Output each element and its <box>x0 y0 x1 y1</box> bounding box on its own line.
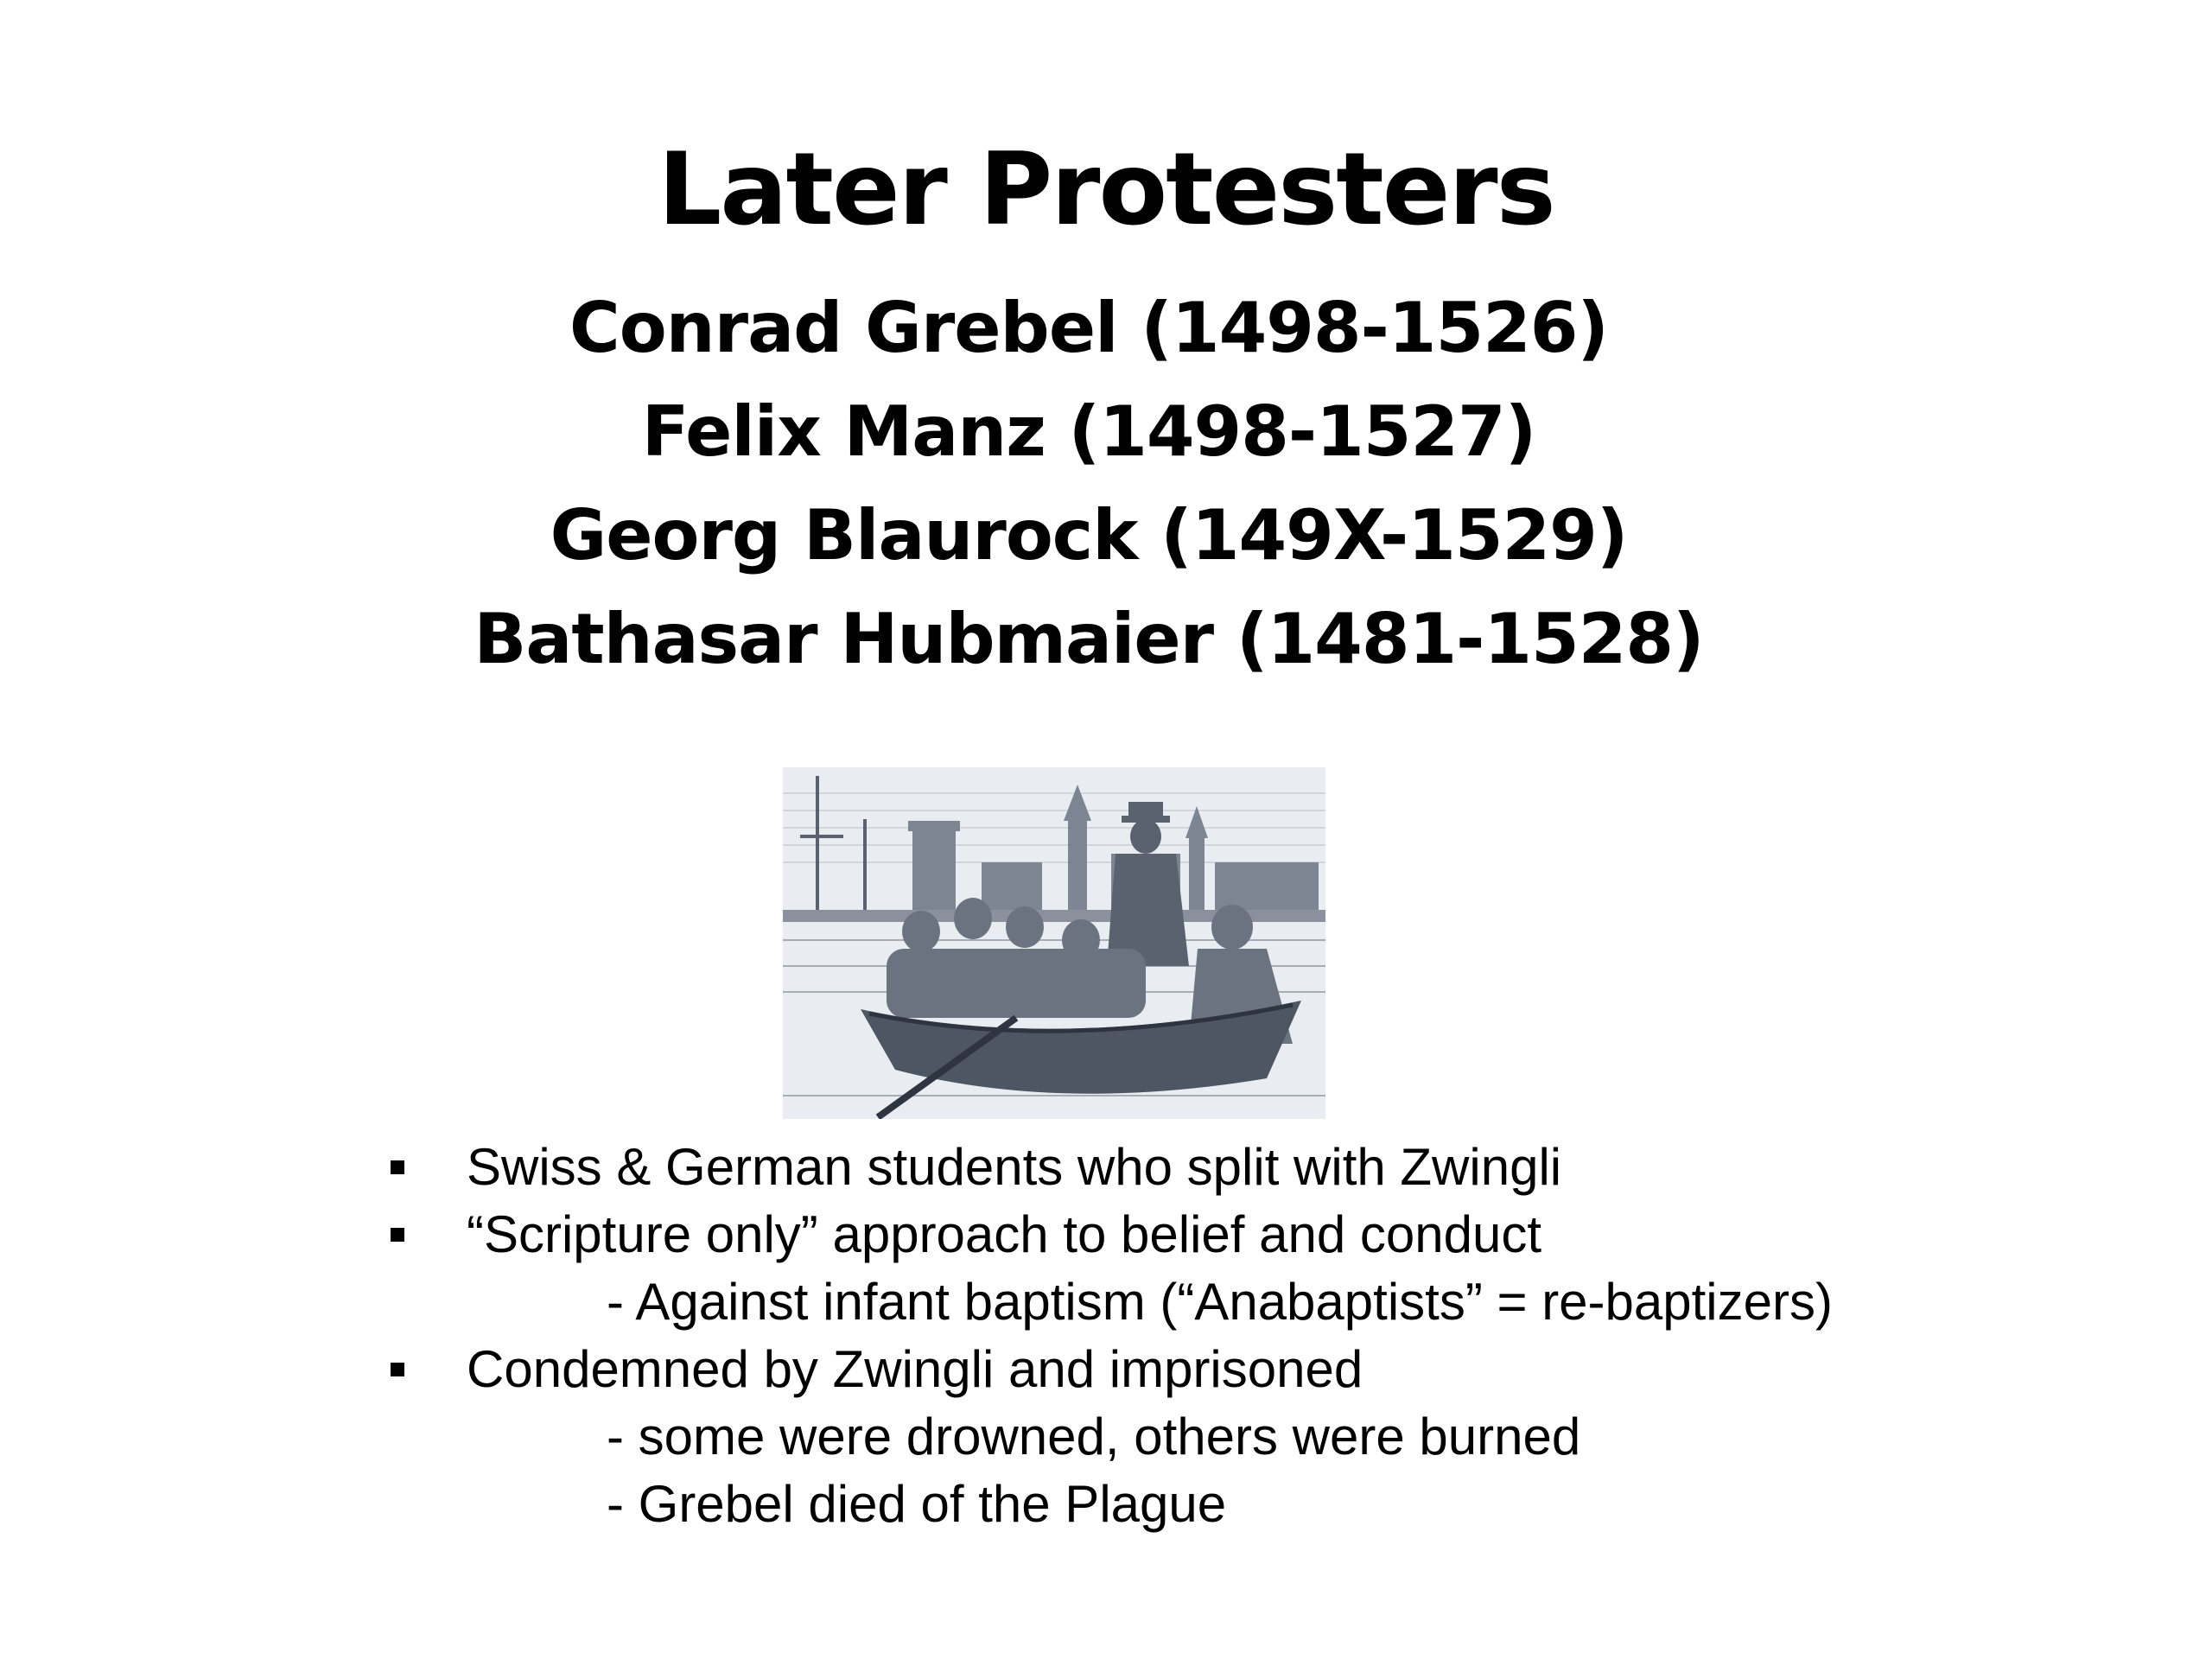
boat-engraving-image <box>783 767 1325 1119</box>
bullet-item <box>380 1134 2108 1201</box>
sub-bullet-text: - Against infant baptism (“Anabaptists” = re-baptizers) <box>607 1273 1833 1331</box>
name-line: Felix Manz (1498-1527) <box>641 391 1536 472</box>
boat-engraving-illustration <box>783 767 1325 1119</box>
square-bullet-icon <box>391 1363 404 1376</box>
sub-bullet-item <box>380 1268 2108 1336</box>
bullet-item <box>380 1336 2108 1403</box>
sub-bullet-text: - Grebel died of the Plague <box>607 1475 1227 1533</box>
bullet-list <box>380 1134 2108 1538</box>
square-bullet-icon <box>391 1228 404 1242</box>
name-line: Georg Blaurock (149X-1529) <box>550 495 1628 575</box>
sub-bullet-text: - some were drowned, others were burned <box>607 1408 1581 1465</box>
name-line: Conrad Grebel (1498-1526) <box>569 288 1608 368</box>
names-list <box>0 276 2177 691</box>
sub-bullet-item <box>380 1403 2108 1471</box>
bullet-item <box>380 1201 2108 1268</box>
name-line: Bathasar Hubmaier (1481-1528) <box>474 599 1704 679</box>
square-bullet-icon <box>391 1160 404 1174</box>
bullet-text: “Scripture only” approach to belief and conduct <box>467 1205 1542 1263</box>
bullet-text: Condemned by Zwingli and imprisoned <box>467 1340 1363 1398</box>
slide-title: Later Protesters <box>658 131 1554 248</box>
sub-bullet-item <box>380 1471 2108 1538</box>
bullet-text: Swiss & German students who split with Zwingli <box>467 1138 1562 1196</box>
